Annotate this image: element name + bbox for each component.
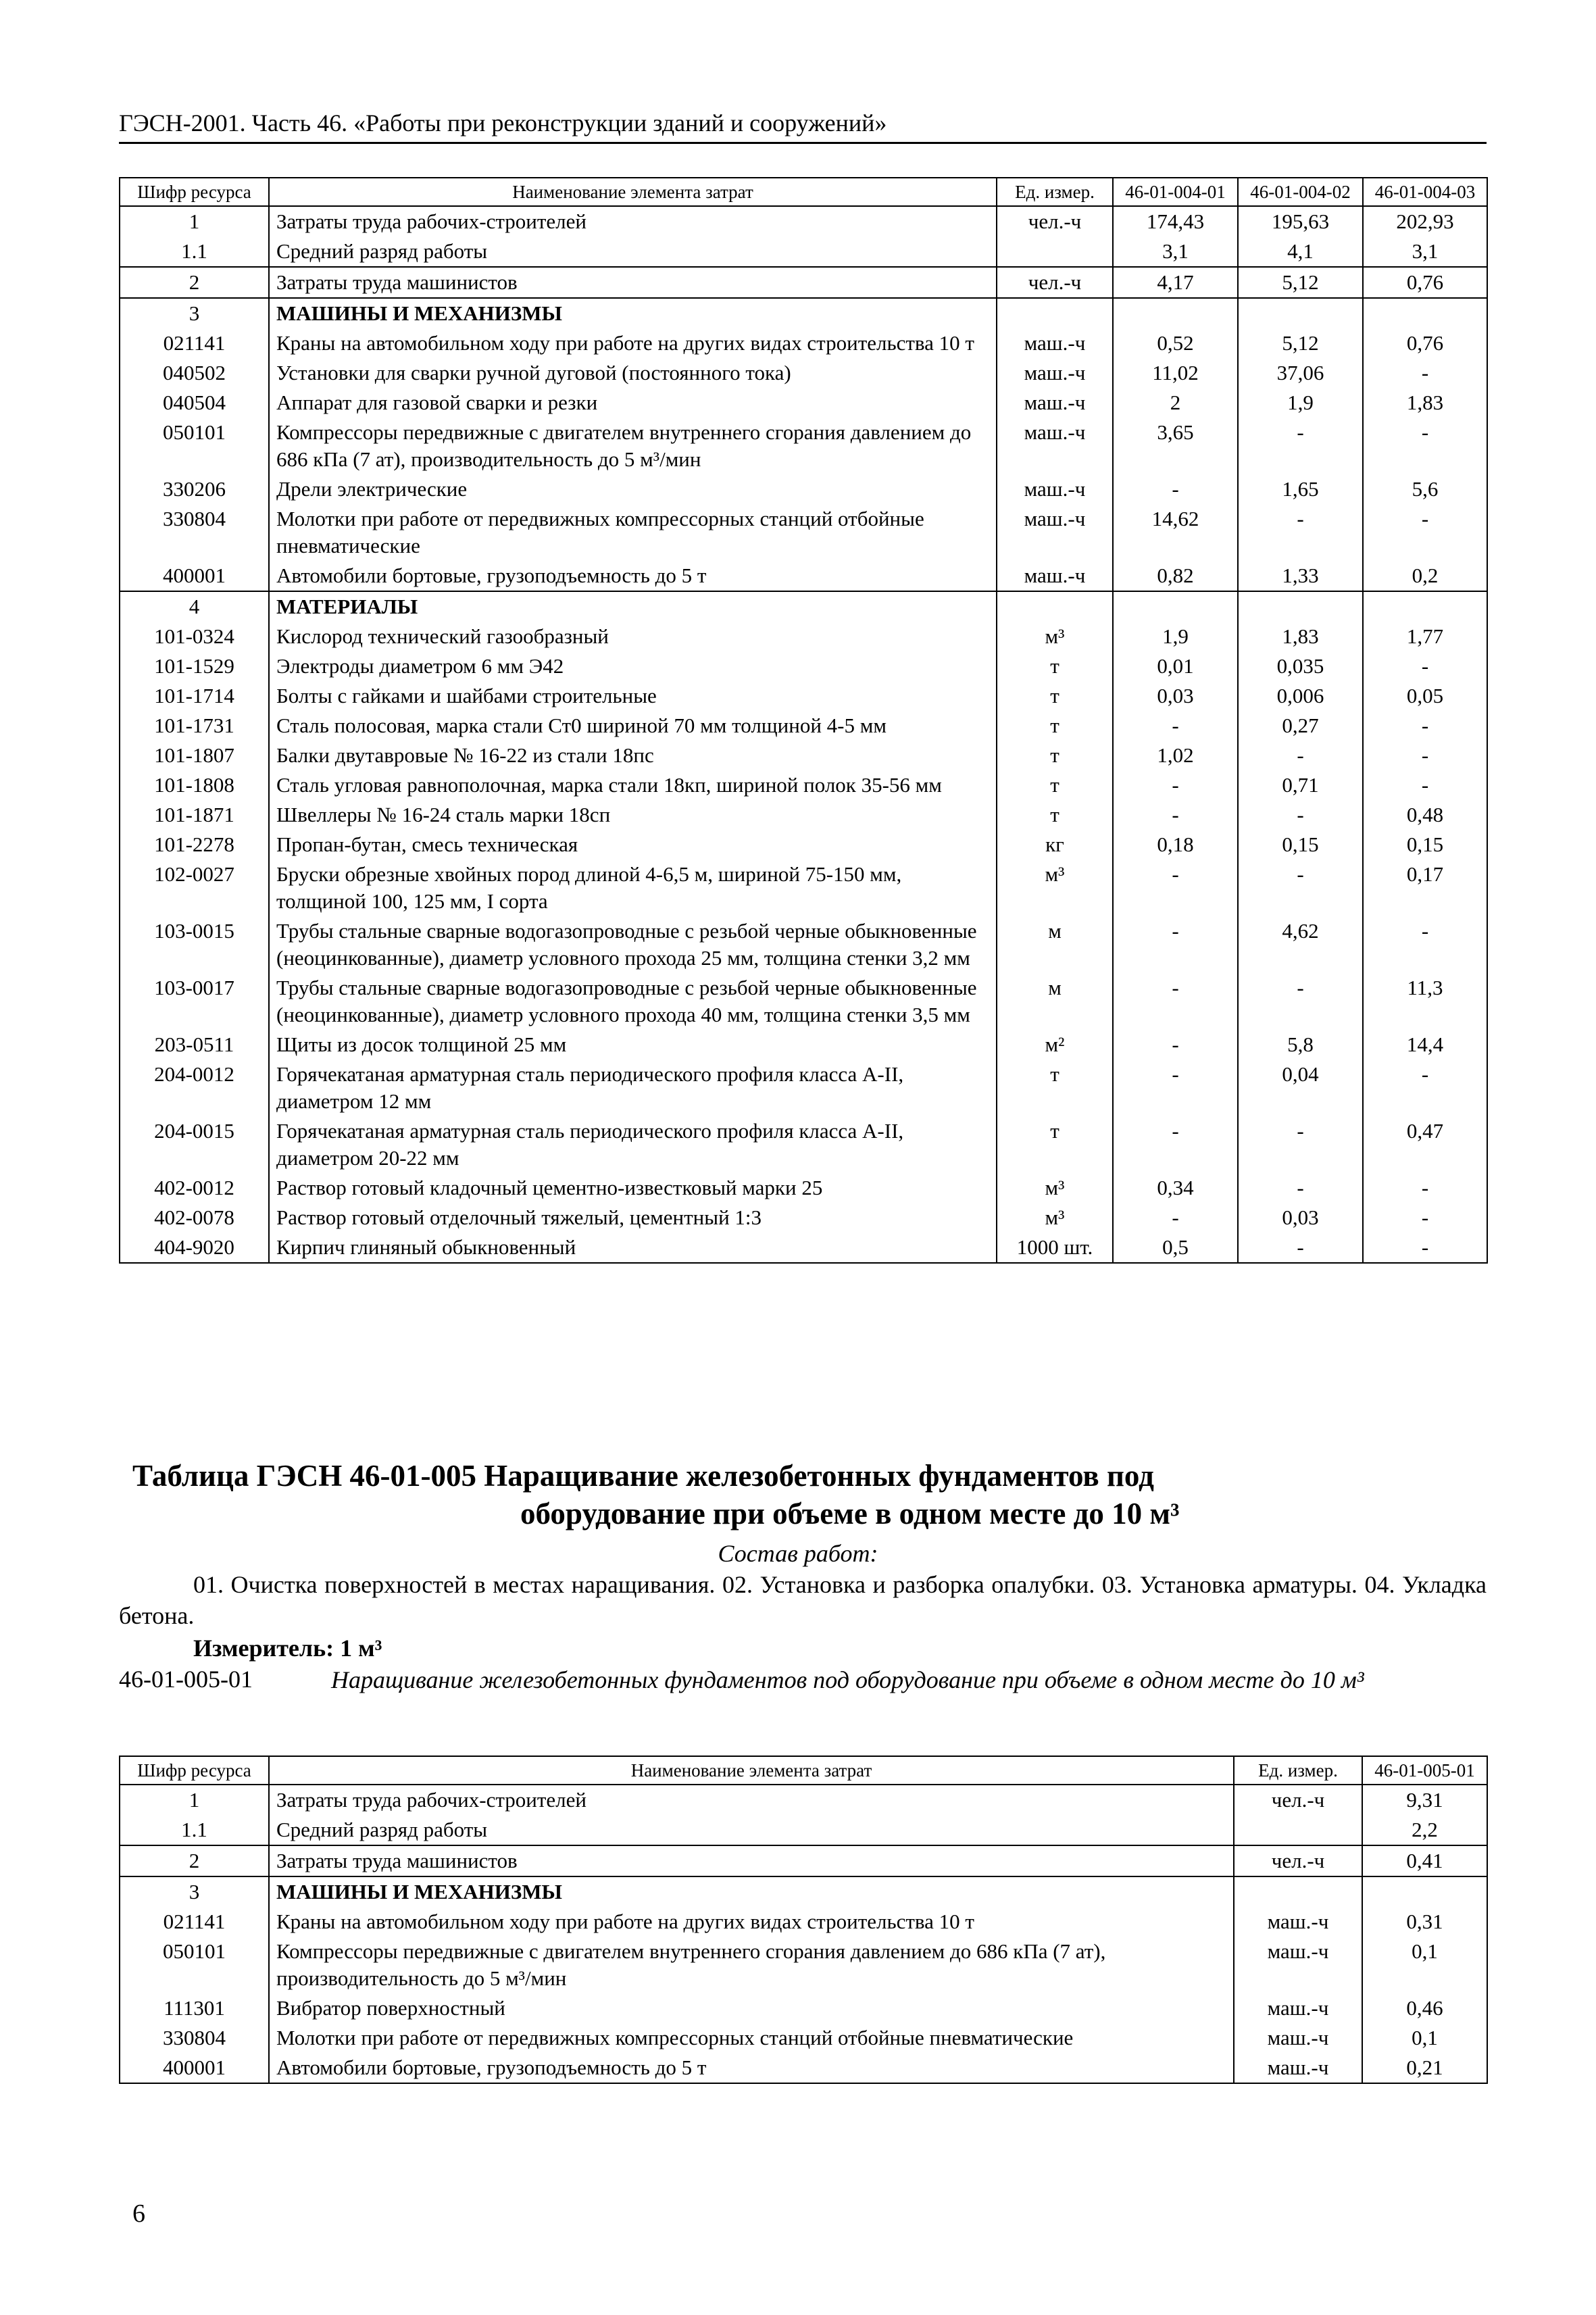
table-row [120,830,1487,860]
cell-value [1113,298,1238,328]
cell-value: 0,52 [1113,328,1238,358]
cell-name: Краны на автомобильном ходу при работе на других видах строительства 10 т [269,1907,1234,1937]
cell-name: Раствор готовый кладочный цементно-известковый марки 25 [269,1173,997,1203]
cell-value: 1,33 [1238,561,1363,591]
cell-code: 103-0015 [120,916,269,973]
cell-name: Трубы стальные сварные водогазопроводные с резьбой черные обыкновенные (неоцинкованные), диаметр условного прохода 25 мм, толщина стенки 3,2 мм [269,916,997,973]
table-row [120,561,1487,591]
cell-name: Средний разряд работы [269,1815,1234,1845]
cell-code: 101-2278 [120,830,269,860]
cell-value: 0,17 [1363,860,1487,916]
cell-value: 0,82 [1113,561,1238,591]
cell-value: - [1113,916,1238,973]
cell-value: 14,4 [1363,1030,1487,1060]
cell-code: 402-0012 [120,1173,269,1203]
cell-value: 0,48 [1363,800,1487,830]
cell-value [1362,1876,1487,1907]
cell-code: 021141 [120,1907,269,1937]
cell-value: 0,27 [1238,711,1363,741]
cell-code: 1 [120,1785,269,1815]
cell-value: 0,34 [1113,1173,1238,1203]
cell-unit: чел.-ч [997,206,1113,237]
cell-value: 4,62 [1238,916,1363,973]
cell-value: 9,31 [1362,1785,1487,1815]
cell-value: 0,5 [1113,1233,1238,1263]
cell-value: 1,9 [1238,388,1363,418]
cell-value: 0,46 [1362,1993,1487,2023]
cell-unit: м³ [997,860,1113,916]
cell-value: - [1238,1173,1363,1203]
cell-unit: чел.-ч [1234,1785,1362,1815]
cell-code: 400001 [120,2053,269,2083]
cell-value: - [1113,1203,1238,1233]
header-name: Наименование элемента затрат [269,1756,1234,1785]
table-row [120,1060,1487,1116]
cell-unit: м³ [997,622,1113,651]
cell-value: 2 [1113,388,1238,418]
cell-value: - [1113,973,1238,1030]
cell-value: - [1363,651,1487,681]
table-row [120,504,1487,561]
cell-value: - [1113,711,1238,741]
resource-table-46-01-004 [119,177,1488,1264]
cell-value: 0,76 [1363,328,1487,358]
header-norm-2: 46-01-004-02 [1238,178,1363,206]
cell-unit: маш.-ч [1234,1907,1362,1937]
cell-unit [997,298,1113,328]
cell-unit: маш.-ч [997,328,1113,358]
cell-code: 102-0027 [120,860,269,916]
header-norm-1: 46-01-005-01 [1362,1756,1487,1785]
cell-name: Сталь полосовая, марка стали Ст0 шириной 70 мм толщиной 4-5 мм [269,711,997,741]
cell-name: Затраты труда машинистов [269,267,997,298]
cell-code: 101-1731 [120,711,269,741]
measure-unit: Измеритель: 1 м³ [193,1635,382,1662]
cell-value [1238,591,1363,622]
cell-unit: т [997,681,1113,711]
cell-value: - [1363,504,1487,561]
table-row [120,770,1487,800]
table-row [120,474,1487,504]
cell-code: 404-9020 [120,1233,269,1263]
cell-value: 195,63 [1238,206,1363,237]
cell-value: 1,9 [1113,622,1238,651]
cell-name: Трубы стальные сварные водогазопроводные с резьбой черные обыкновенные (неоцинкованные), диаметр условного прохода 40 мм, толщина стенки 3,5 мм [269,973,997,1030]
cell-name: МАТЕРИАЛЫ [269,591,997,622]
cell-code: 402-0078 [120,1203,269,1233]
cell-value: 0,04 [1238,1060,1363,1116]
table-row [120,1203,1487,1233]
cell-code: 204-0012 [120,1060,269,1116]
table-row [120,800,1487,830]
cell-value: 5,6 [1363,474,1487,504]
table-row [120,1907,1487,1937]
cell-value: 0,21 [1362,2053,1487,2083]
cell-value: 0,03 [1113,681,1238,711]
cell-value: - [1363,711,1487,741]
cell-value: 1,83 [1363,388,1487,418]
cell-value: 0,006 [1238,681,1363,711]
cell-value: 4,17 [1113,267,1238,298]
cell-value: - [1113,860,1238,916]
cell-value: 0,18 [1113,830,1238,860]
cell-code: 4 [120,591,269,622]
cell-value: - [1363,1233,1487,1263]
cell-unit: маш.-ч [1234,1993,1362,2023]
norm-code: 46-01-005-01 [119,1666,253,1693]
cell-unit: маш.-ч [997,418,1113,474]
cell-code: 103-0017 [120,973,269,1030]
cell-value: - [1363,1203,1487,1233]
cell-name: Раствор готовый отделочный тяжелый, цементный 1:3 [269,1203,997,1233]
table-row [120,622,1487,651]
header-unit: Ед. измер. [997,178,1113,206]
cell-value: - [1238,418,1363,474]
cell-value: 3,1 [1113,237,1238,267]
cell-name: Молотки при работе от передвижных компрессорных станций отбойные пневматические [269,2023,1234,2053]
table-row [120,418,1487,474]
table-row [120,1993,1487,2023]
table-row [120,1876,1487,1907]
cell-unit: м [997,916,1113,973]
resource-table-46-01-005 [119,1756,1488,2084]
cell-value: 1,77 [1363,622,1487,651]
cell-unit: маш.-ч [1234,2053,1362,2083]
cell-value: 1,83 [1238,622,1363,651]
cell-unit: т [997,770,1113,800]
cell-value: - [1113,800,1238,830]
cell-unit [1234,1876,1362,1907]
cell-value: 2,2 [1362,1815,1487,1845]
cell-name: Горячекатаная арматурная сталь периодического профиля класса А-II, диаметром 20-22 мм [269,1116,997,1173]
table-row [120,711,1487,741]
table-row [120,1937,1487,1993]
table-row [120,741,1487,770]
cell-name: Затраты труда рабочих-строителей [269,1785,1234,1815]
cell-value: - [1238,973,1363,1030]
table-row [120,1030,1487,1060]
cell-value: - [1238,1233,1363,1263]
cell-value: 0,01 [1113,651,1238,681]
cell-unit: маш.-ч [997,504,1113,561]
cell-code: 330804 [120,2023,269,2053]
cell-unit: т [997,800,1113,830]
table-row [120,1845,1487,1876]
table-header-row [120,178,1487,206]
cell-code: 1.1 [120,1815,269,1845]
table-row [120,651,1487,681]
cell-code: 040504 [120,388,269,418]
cell-code: 111301 [120,1993,269,2023]
cell-code: 021141 [120,328,269,358]
cell-unit: чел.-ч [997,267,1113,298]
cell-value: - [1113,1030,1238,1060]
cell-code: 101-0324 [120,622,269,651]
cell-value: - [1238,1116,1363,1173]
cell-value: 1,65 [1238,474,1363,504]
cell-value: 0,035 [1238,651,1363,681]
cell-name: Кирпич глиняный обыкновенный [269,1233,997,1263]
cell-name: Компрессоры передвижные с двигателем внутреннего сгорания давлением до 686 кПа (7 ат), производительность до 5 м³/мин [269,1937,1234,1993]
cell-value: 202,93 [1363,206,1487,237]
cell-unit: маш.-ч [997,358,1113,388]
cell-value: 0,15 [1238,830,1363,860]
cell-code: 330206 [120,474,269,504]
cell-value: 5,8 [1238,1030,1363,1060]
header-code: Шифр ресурса [120,178,269,206]
norm-name: Наращивание железобетонных фундаментов под оборудование при объеме в одном месте до 10 м³ [331,1666,1364,1693]
cell-value: 0,71 [1238,770,1363,800]
cell-name: Кислород технический газообразный [269,622,997,651]
header-norm-1: 46-01-004-01 [1113,178,1238,206]
running-header: ГЭСН-2001. Часть 46. «Работы при реконструкции зданий и сооружений» [119,107,1487,144]
cell-code: 101-1871 [120,800,269,830]
cell-value: 14,62 [1113,504,1238,561]
cell-name: Сталь угловая равнополочная, марка стали 18кп, шириной полок 35-56 мм [269,770,997,800]
section-title-line-2: оборудование при объеме в одном месте до 10 м³ [520,1497,1180,1530]
cell-value: - [1363,916,1487,973]
table-row [120,1815,1487,1845]
cell-unit: м² [997,1030,1113,1060]
section-title-line-1: Таблица ГЭСН 46-01-005 Наращивание железобетонных фундаментов под [132,1459,1154,1493]
page-number: 6 [132,2199,145,2228]
table-row [120,206,1487,237]
table-row [120,1173,1487,1203]
table-row [120,1785,1487,1815]
cell-code: 1.1 [120,237,269,267]
cell-name: Автомобили бортовые, грузоподъемность до 5 т [269,2053,1234,2083]
cell-value: 0,05 [1363,681,1487,711]
table-row [120,2023,1487,2053]
cell-name: Вибратор поверхностный [269,1993,1234,2023]
cell-code: 400001 [120,561,269,591]
table-row [120,358,1487,388]
cell-value: 5,12 [1238,267,1363,298]
table-row [120,973,1487,1030]
header-name: Наименование элемента затрат [269,178,997,206]
cell-unit: кг [997,830,1113,860]
cell-name: Затраты труда машинистов [269,1845,1234,1876]
table-body [120,206,1487,1263]
cell-value: 4,1 [1238,237,1363,267]
cell-code: 3 [120,298,269,328]
cell-code: 204-0015 [120,1116,269,1173]
cell-value: 3,1 [1363,237,1487,267]
cell-value: - [1238,504,1363,561]
header-code: Шифр ресурса [120,1756,269,1785]
cell-value: - [1113,1060,1238,1116]
table-row [120,681,1487,711]
cell-value: - [1363,418,1487,474]
cell-value: - [1113,1116,1238,1173]
header-norm-3: 46-01-004-03 [1363,178,1487,206]
cell-unit: маш.-ч [997,474,1113,504]
cell-name: Молотки при работе от передвижных компрессорных станций отбойные пневматические [269,504,997,561]
cell-unit: т [997,1060,1113,1116]
table-row [120,267,1487,298]
cell-unit: м [997,973,1113,1030]
table-header-row [120,1756,1487,1785]
table-row [120,298,1487,328]
cell-code: 050101 [120,418,269,474]
cell-unit: маш.-ч [997,388,1113,418]
cell-name: МАШИНЫ И МЕХАНИЗМЫ [269,1876,1234,1907]
header-unit: Ед. измер. [1234,1756,1362,1785]
cell-name: Горячекатаная арматурная сталь периодического профиля класса А-II, диаметром 12 мм [269,1060,997,1116]
table-row [120,1116,1487,1173]
cell-name: МАШИНЫ И МЕХАНИЗМЫ [269,298,997,328]
cell-name: Электроды диаметром 6 мм Э42 [269,651,997,681]
cell-value: - [1113,770,1238,800]
cell-value: 11,3 [1363,973,1487,1030]
cell-value: 1,02 [1113,741,1238,770]
cell-name: Средний разряд работы [269,237,997,267]
cell-name: Краны на автомобильном ходу при работе на других видах строительства 10 т [269,328,997,358]
cell-value: - [1363,1060,1487,1116]
cell-code: 1 [120,206,269,237]
cell-value [1363,298,1487,328]
cell-code: 040502 [120,358,269,388]
cell-value: 0,1 [1362,1937,1487,1993]
cell-value [1113,591,1238,622]
cell-value [1363,591,1487,622]
table-row [120,1233,1487,1263]
section-title [132,1457,1349,1533]
cell-unit: т [997,1116,1113,1173]
table-body [120,1785,1487,2083]
cell-name: Автомобили бортовые, грузоподъемность до 5 т [269,561,997,591]
cell-value: 3,65 [1113,418,1238,474]
cell-value: - [1238,800,1363,830]
table-row [120,328,1487,358]
cell-code: 2 [120,267,269,298]
cell-value: 0,31 [1362,1907,1487,1937]
cell-value: - [1238,741,1363,770]
cell-name: Затраты труда рабочих-строителей [269,206,997,237]
cell-code: 330804 [120,504,269,561]
cell-value: 0,2 [1363,561,1487,591]
cell-value: 0,15 [1363,830,1487,860]
cell-value: 0,03 [1238,1203,1363,1233]
cell-unit [997,237,1113,267]
table-row [120,2053,1487,2083]
cell-value: 0,1 [1362,2023,1487,2053]
cell-value: - [1363,1173,1487,1203]
cell-name: Бруски обрезные хвойных пород длиной 4-6,5 м, шириной 75-150 мм, толщиной 100, 125 мм, I сорта [269,860,997,916]
cell-value: 174,43 [1113,206,1238,237]
cell-name: Болты с гайками и шайбами строительные [269,681,997,711]
cell-unit: маш.-ч [1234,1937,1362,1993]
cell-value: - [1238,860,1363,916]
cell-unit: т [997,711,1113,741]
cell-value: 5,12 [1238,328,1363,358]
cell-code: 050101 [120,1937,269,1993]
cell-value: - [1363,358,1487,388]
table-row [120,916,1487,973]
cell-code: 203-0511 [120,1030,269,1060]
cell-name: Щиты из досок толщиной 25 мм [269,1030,997,1060]
cell-unit: м³ [997,1203,1113,1233]
cell-code: 101-1529 [120,651,269,681]
cell-unit: м³ [997,1173,1113,1203]
table-row [120,860,1487,916]
cell-value: - [1113,474,1238,504]
cell-value: 11,02 [1113,358,1238,388]
cell-unit [997,591,1113,622]
cell-unit: т [997,651,1113,681]
cell-unit: т [997,741,1113,770]
cell-name: Пропан-бутан, смесь техническая [269,830,997,860]
cell-unit [1234,1815,1362,1845]
cell-value: - [1363,741,1487,770]
table-row [120,388,1487,418]
cell-value: 0,41 [1362,1845,1487,1876]
cell-value: 37,06 [1238,358,1363,388]
table-row [120,237,1487,267]
works-caption: Состав работ: [718,1540,878,1567]
cell-name: Аппарат для газовой сварки и резки [269,388,997,418]
cell-unit: маш.-ч [997,561,1113,591]
cell-name: Установки для сварки ручной дуговой (постоянного тока) [269,358,997,388]
table-row [120,591,1487,622]
cell-name: Балки двутавровые № 16-22 из стали 18пс [269,741,997,770]
cell-value: 0,47 [1363,1116,1487,1173]
cell-name: Компрессоры передвижные с двигателем внутреннего сгорания давлением до 686 кПа (7 ат), производительность до 5 м³/мин [269,418,997,474]
cell-code: 3 [120,1876,269,1907]
cell-value [1238,298,1363,328]
cell-unit: 1000 шт. [997,1233,1113,1263]
cell-code: 2 [120,1845,269,1876]
cell-unit: маш.-ч [1234,2023,1362,2053]
cell-code: 101-1714 [120,681,269,711]
cell-value: - [1363,770,1487,800]
cell-name: Швеллеры № 16-24 сталь марки 18сп [269,800,997,830]
cell-code: 101-1808 [120,770,269,800]
cell-name: Дрели электрические [269,474,997,504]
works-list: 01. Очистка поверхностей в местах наращивания. 02. Установка и разборка опалубки. 03. Установка арматуры. 04. Укладка бетона. [119,1571,1487,1629]
cell-value: 0,76 [1363,267,1487,298]
cell-code: 101-1807 [120,741,269,770]
cell-unit: чел.-ч [1234,1845,1362,1876]
